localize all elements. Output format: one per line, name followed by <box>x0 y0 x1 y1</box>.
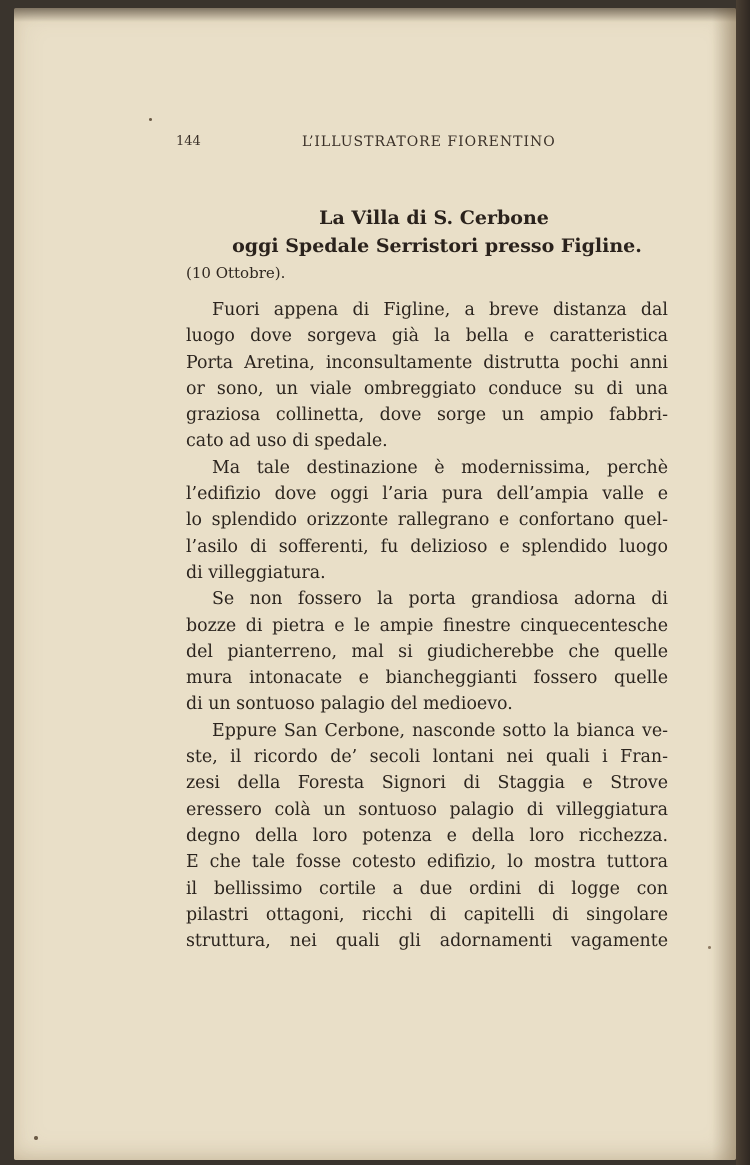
paragraph-3 <box>186 586 668 717</box>
text-line: bozze di pietra e le ampie finestre cinquecentesche <box>186 615 668 636</box>
text-line: eressero colà un sontuoso palagio di villeggiatura <box>186 799 668 820</box>
article-title-line-2: oggi Spedale Serristori presso Figline. <box>232 235 642 257</box>
article-title-line-1: La Villa di S. Cerbone <box>319 207 549 229</box>
running-head: L’ILLUSTRATORE FIORENTINO <box>302 134 556 150</box>
paper-speck <box>149 118 152 121</box>
text-line: degno della loro potenza e della loro ricchezza. <box>186 825 668 846</box>
text-line: ste, il ricordo de’ secoli lontani nei quali i Fran- <box>186 747 668 768</box>
page-top-shadow <box>14 8 736 22</box>
paper-speck <box>708 946 711 949</box>
paragraph-2 <box>186 455 668 586</box>
text-line: l’edifizio dove oggi l’aria pura dell’ampia valle e <box>186 484 668 505</box>
text-line: zesi della Foresta Signori di Staggia e Strove <box>186 773 668 794</box>
text-line: struttura, nei quali gli adornamenti vagamente <box>186 931 668 952</box>
text-line: l’asilo di sofferenti, fu delizioso e splendido luogo <box>186 536 668 557</box>
paper-speck <box>34 1136 38 1140</box>
text-line: di un sontuoso palagio del medioevo. <box>186 694 513 715</box>
book-page <box>14 8 736 1160</box>
text-line: Se non fossero la porta grandiosa adorna di <box>212 589 668 610</box>
text-line: E che tale fosse cotesto edifizio, lo mostra tuttora <box>186 852 668 873</box>
article-body <box>186 297 668 954</box>
text-line: Eppure San Cerbone, nasconde sotto la bianca ve- <box>212 720 668 741</box>
text-line: graziosa collinetta, dove sorge un ampio fabbri- <box>186 405 668 426</box>
text-line: Fuori appena di Figline, a breve distanza dal <box>212 300 668 320</box>
paragraph-1 <box>186 297 668 455</box>
text-line: or sono, un viale ombreggiato conduce su di una <box>186 378 668 399</box>
text-line: del pianterreno, mal si giudicherebbe che quelle <box>186 641 668 662</box>
paragraph-4 <box>186 718 668 955</box>
page-number: 144 <box>176 134 201 149</box>
text-line: mura intonacate e biancheggianti fossero quelle <box>186 668 668 689</box>
page-right-shadow <box>712 8 736 1160</box>
text-line: Ma tale destinazione è modernissima, perchè <box>212 457 668 478</box>
text-line: lo splendido orizzonte rallegrano e confortano quel- <box>186 510 668 531</box>
text-line: pilastri ottagoni, ricchi di capitelli di singolare <box>186 904 668 925</box>
text-line: il bellissimo cortile a due ordini di logge con <box>186 878 668 899</box>
article-title <box>174 204 674 260</box>
text-line: Porta Aretina, inconsultamente distrutta pochi anni <box>186 352 668 373</box>
text-line: di villeggiatura. <box>186 562 326 583</box>
text-line: luogo dove sorgeva già la bella e caratteristica <box>186 326 668 347</box>
text-line: cato ad uso di spedale. <box>186 431 388 452</box>
book-binding-edge <box>736 0 750 1165</box>
article-date: (10 Ottobre). <box>186 264 286 282</box>
